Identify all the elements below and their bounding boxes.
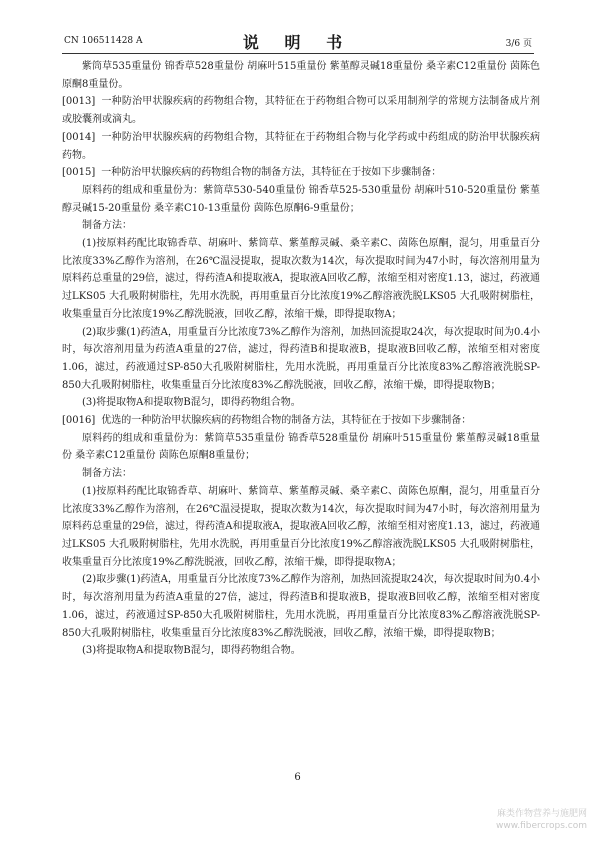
paragraph-text: 优选的一种防治甲状腺疾病的药物组合物的制备方法，其特征在于按如下步骤制备： <box>101 415 472 427</box>
patent-number: CN 106511428 A <box>64 36 143 46</box>
paragraph <box>62 571 540 642</box>
document-body <box>62 58 540 660</box>
paragraph <box>62 235 540 324</box>
watermark-line-2: www.fibercrops.com <box>496 821 587 831</box>
paragraph-number: [0015] <box>62 167 96 179</box>
page-number: 6 <box>294 772 301 783</box>
page-indicator: 3/6 页 <box>505 39 532 49</box>
paragraph-text: 原料药的组成和重量份为：紫筒草530-540重量份 锦香草525-530重量份 胡麻叶510-520重量份 紫堇醇灵碱15-20重量份 桑辛素C10-13重量份 茵陈色原酮6-9重量份； <box>62 184 540 214</box>
paragraph <box>62 324 540 395</box>
paragraph <box>62 217 540 235</box>
paragraph <box>62 483 540 572</box>
header-divider <box>62 53 534 54</box>
paragraph-text: 一种防治甲状腺疾病的药物组合物，其特征在于药物组合物与化学药或中药组成的防治甲状腺疾病药物。 <box>62 131 540 161</box>
paragraph <box>62 394 540 412</box>
document-title: 说 明 书 <box>242 33 353 52</box>
paragraph <box>62 93 540 128</box>
paragraph <box>62 430 540 465</box>
paragraph <box>62 182 540 217</box>
paragraph-number: [0014] <box>62 131 96 143</box>
paragraph-text: (3)将提取物A和提取物B混匀，即得药物组合物。 <box>82 397 301 409</box>
paragraph-text: 制备方法： <box>82 468 132 480</box>
paragraph <box>62 58 540 93</box>
paragraph <box>62 642 540 660</box>
paragraph-text: (2)取步骤(1)药渣A，用重量百分比浓度73%乙醇作为溶剂，加热回流提取24次，每次提取时间为0.4小时，每次溶剂用量为药渣A重量的27倍，滤过，得药渣B和提取液B，提取液B回收乙醇，浓缩至相对密度1.06，滤过，药液通过SP-850大孔吸附树脂柱，先用水洗脱，再用重量百分比浓度83%乙醇溶液洗脱SP-850大孔吸附树脂柱，收集重量百分比浓度83%乙醇洗脱液，回收乙醇，浓缩干燥，即得提取物B； <box>62 574 540 639</box>
paragraph-text: 一种防治甲状腺疾病的药物组合物的制备方法，其特征在于按如下步骤制备： <box>101 167 442 179</box>
paragraph-text: (2)取步骤(1)药渣A，用重量百分比浓度73%乙醇作为溶剂，加热回流提取24次，每次提取时间为0.4小时，每次溶剂用量为药渣A重量的27倍，滤过，得药渣B和提取液B，提取液B回收乙醇，浓缩至相对密度1.06，滤过，药液通过SP-850大孔吸附树脂柱，先用水洗脱，再用重量百分比浓度83%乙醇溶液洗脱SP-850大孔吸附树脂柱，收集重量百分比浓度83%乙醇洗脱液，回收乙醇，浓缩干燥，即得提取物B； <box>62 326 540 391</box>
paragraph <box>62 164 540 182</box>
paragraph-number: [0016] <box>62 415 96 427</box>
paragraph <box>62 465 540 483</box>
paragraph-number: [0013] <box>62 96 96 108</box>
site-watermark <box>496 808 587 832</box>
paragraph <box>62 129 540 164</box>
paragraph-text: 一种防治甲状腺疾病的药物组合物，其特征在于药物组合物可以采用制剂学的常规方法制备成片剂或胶囊剂或滴丸。 <box>62 96 540 126</box>
paragraph-text: 紫筒草535重量份 锦香草528重量份 胡麻叶515重量份 紫堇醇灵碱18重量份 桑辛素C12重量份 茵陈色原酮8重量份。 <box>62 61 540 90</box>
paragraph <box>62 412 540 430</box>
paragraph-text: 制备方法： <box>82 220 132 232</box>
paragraph-text: (3)将提取物A和提取物B混匀，即得药物组合物。 <box>82 645 301 657</box>
paragraph-text: 原料药的组成和重量份为：紫筒草535重量份 锦香草528重量份 胡麻叶515重量份 紫堇醇灵碱18重量份 桑辛素C12重量份 茵陈色原酮8重量份； <box>62 432 540 462</box>
page-header <box>0 28 595 52</box>
paragraph-text: (1)按原料药配比取锦香草、胡麻叶、紫筒草、紫堇醇灵碱、桑辛素C、茵陈色原酮，混匀，用重量百分比浓度33%乙醇作为溶剂，在26℃温浸提取，提取次数为14次，每次提取时间为47小时，每次溶剂用量为原料药总重量的29倍，滤过，得药渣A和提取液A，提取液A回收乙醇，浓缩至相对密度1.13，滤过，药液通过LKS05 大孔吸附树脂柱，先用水洗脱，再用重量百分比浓度19%乙醇溶液洗脱LKS05 大孔吸附树脂柱，收集重量百分比浓度19%乙醇洗脱液，回收乙醇，浓缩干燥，即得提取物A； <box>62 238 540 320</box>
paragraph-text: (1)按原料药配比取锦香草、胡麻叶、紫筒草、紫堇醇灵碱、桑辛素C、茵陈色原酮，混匀，用重量百分比浓度33%乙醇作为溶剂，在26℃温浸提取，提取次数为14次，每次提取时间为47小时，每次溶剂用量为原料药总重量的29倍，滤过，得药渣A和提取液A，提取液A回收乙醇，浓缩至相对密度1.13，滤过，药液通过LKS05 大孔吸附树脂柱，先用水洗脱，再用重量百分比浓度19%乙醇溶液洗脱LKS05 大孔吸附树脂柱，收集重量百分比浓度19%乙醇洗脱液，回收乙醇，浓缩干燥，即得提取物A； <box>62 485 540 568</box>
watermark-line-1: 麻类作物营养与施肥网 <box>496 809 587 819</box>
